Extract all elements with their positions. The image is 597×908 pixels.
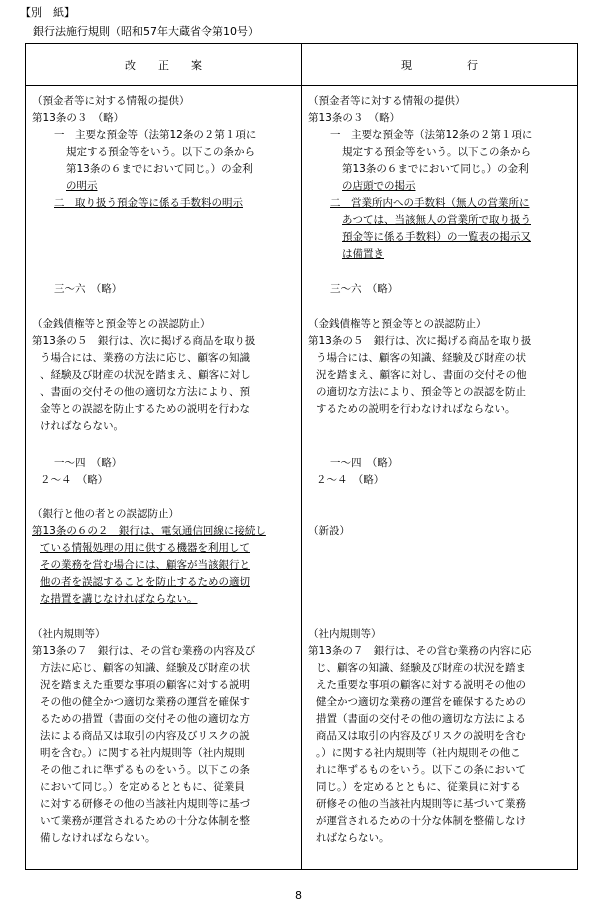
current-text-line: の店頭での掲示 xyxy=(342,180,416,192)
amendment-text-line: において同じ。）を定めるとともに、従業員 xyxy=(40,781,245,793)
amendment-text-line: 況を踏まえた重要な事項の顧客に対する説明 xyxy=(40,679,250,691)
current-text-line: ２～４ （略） xyxy=(316,474,385,486)
amendment-text-line: 第13条の５ 銀行は、次に掲げる商品を取り扱 xyxy=(32,335,256,347)
amendment-text-line: いて業務が運営されるための十分な体制を整 xyxy=(40,815,250,827)
amendment-text-line: 他の者を誤認することを防止するための適切 xyxy=(40,576,250,588)
current-text-line: 規定する預金等をいう。以下この条から xyxy=(342,146,531,158)
current-text-line: 第13条の５ 銀行は、次に掲げる商品を取り扱 xyxy=(308,335,532,347)
current-text-line: 第13条の６までにおいて同じ。）の金利 xyxy=(342,163,529,175)
current-text-line: えた重要な事項の顧客に対する説明その他の xyxy=(316,679,526,691)
amendment-text-line: 、書面の交付その他の適切な方法により、預 xyxy=(40,386,250,398)
amendment-text-line: ２～４ （略） xyxy=(40,474,109,486)
amendment-text-line: 金等との誤認を防止するための説明を行わな xyxy=(40,403,250,415)
current-text-line: あつては、当該無人の営業所で取り扱う xyxy=(342,214,531,226)
amendment-text-line: ている情報処理の用に供する機器を利用して xyxy=(40,542,250,554)
amendment-text-line: 第13条の６の２ 銀行は、電気通信回線に接続し xyxy=(32,525,266,537)
current-text-line: 二 営業所内への手数料（無人の営業所に xyxy=(330,197,530,209)
amendment-text-line: 一 主要な預金等（法第12条の２第１項に xyxy=(54,129,257,141)
current-text-line: 第13条の３ （略） xyxy=(308,112,401,124)
amendment-text-line: その他の健全かつ適切な業務の運営を確保す xyxy=(40,696,250,708)
current-column xyxy=(302,86,577,869)
attachment-label: 【別 紙】 xyxy=(20,6,75,19)
column-header-amendment: 改 正 案 xyxy=(26,44,302,86)
current-text-line: が運営されるための十分な体制を整備しなけ xyxy=(316,815,526,827)
amendment-column xyxy=(26,86,301,869)
amendment-text-line: う場合には、業務の方法に応じ、顧客の知識 xyxy=(40,352,250,364)
document-subtitle: 銀行法施行規則（昭和57年大蔵省令第10号） xyxy=(33,25,259,38)
page-number: 8 xyxy=(295,889,302,902)
current-text-line: れに準ずるものをいう。以下この条において xyxy=(316,764,526,776)
amendment-text-line: 方法に応じ、顧客の知識、経験及び財産の状 xyxy=(40,662,250,674)
amendment-text-line: 法による商品又は取引の内容及びリスクの説 xyxy=(40,730,250,742)
amendment-text-line: 一～四 （略） xyxy=(54,457,123,469)
amendment-text-line: （金銭債権等と預金等との誤認防止） xyxy=(32,318,211,330)
amendment-text-line: 、経験及び財産の状況を踏まえ、顧客に対し xyxy=(40,369,251,381)
current-text-line: 商品又は取引の内容及びリスクの説明を含む xyxy=(316,730,526,742)
current-text-line: （新設） xyxy=(308,525,350,537)
amendment-text-line: に対する研修その他の当該社内規則等に基づ xyxy=(40,798,250,810)
amendment-text-line: （社内規則等） xyxy=(32,628,106,640)
amendment-text-line: その他これに準ずるものをいう。以下この条 xyxy=(40,764,250,776)
current-text-line: 三～六 （略） xyxy=(330,283,399,295)
current-text-line: 一 主要な預金等（法第12条の２第１項に xyxy=(330,129,533,141)
amendment-text-line: その業務を営む場合には、顧客が当該銀行と xyxy=(40,559,250,571)
current-text-line: の適切な方法により、預金等との誤認を防止 xyxy=(316,386,526,398)
current-text-line: 況を踏まえ、顧客に対し、書面の交付その他 xyxy=(316,369,527,381)
amendment-text-line: な措置を講じなければならない。 xyxy=(40,593,198,605)
comparison-table xyxy=(25,43,578,870)
amendment-text-line: 明を含む。）に関する社内規則等（社内規則 xyxy=(40,747,245,759)
amendment-text-line: 第13条の７ 銀行は、その営む業務の内容及び xyxy=(32,645,256,657)
current-text-line: するための説明を行わなければならない。 xyxy=(316,403,516,415)
current-text-line: 一～四 （略） xyxy=(330,457,399,469)
amendment-text-line: （預金者等に対する情報の提供） xyxy=(32,95,190,107)
current-text-line: （預金者等に対する情報の提供） xyxy=(308,95,466,107)
amendment-text-line: 三～六 （略） xyxy=(54,283,123,295)
amendment-text-line: （銀行と他の者との誤認防止） xyxy=(32,508,179,520)
amendment-text-line: るための措置（書面の交付その他の適切な方 xyxy=(40,713,250,725)
current-text-line: 健全かつ適切な業務の運営を確保するための xyxy=(316,696,526,708)
current-text-line: 措置（書面の交付その他の適切な方法による xyxy=(316,713,526,725)
amendment-text-line: ければならない。 xyxy=(40,420,124,432)
amendment-text-line: 規定する預金等をいう。以下この条から xyxy=(66,146,255,158)
current-text-line: は備置き xyxy=(342,248,384,260)
current-text-line: ればならない。 xyxy=(316,832,390,844)
current-text-line: （金銭債権等と預金等との誤認防止） xyxy=(308,318,487,330)
amendment-text-line: 備しなければならない。 xyxy=(40,832,156,844)
amendment-text-line: 第13条の６までにおいて同じ。）の金利 xyxy=(66,163,253,175)
current-text-line: 。）に関する社内規則等（社内規則その他こ xyxy=(316,747,521,759)
current-text-line: （社内規則等） xyxy=(308,628,382,640)
current-text-line: 預金等に係る手数料）の一覧表の掲示又 xyxy=(342,231,531,243)
current-text-line: 第13条の７ 銀行は、その営む業務の内容に応 xyxy=(308,645,532,657)
amendment-text-line: 二 取り扱う預金等に係る手数料の明示 xyxy=(54,197,243,209)
current-text-line: う場合には、顧客の知識、経験及び財産の状 xyxy=(316,352,526,364)
amendment-text-line: の明示 xyxy=(66,180,98,192)
current-text-line: じ、顧客の知識、経験及び財産の状況を踏ま xyxy=(316,662,526,674)
current-text-line: 同じ。）を定めるとともに、従業員に対する xyxy=(316,781,521,793)
current-text-line: 研修その他の当該社内規則等に基づいて業務 xyxy=(316,798,526,810)
amendment-text-line: 第13条の３ （略） xyxy=(32,112,125,124)
column-header-current: 現 行 xyxy=(302,44,578,86)
